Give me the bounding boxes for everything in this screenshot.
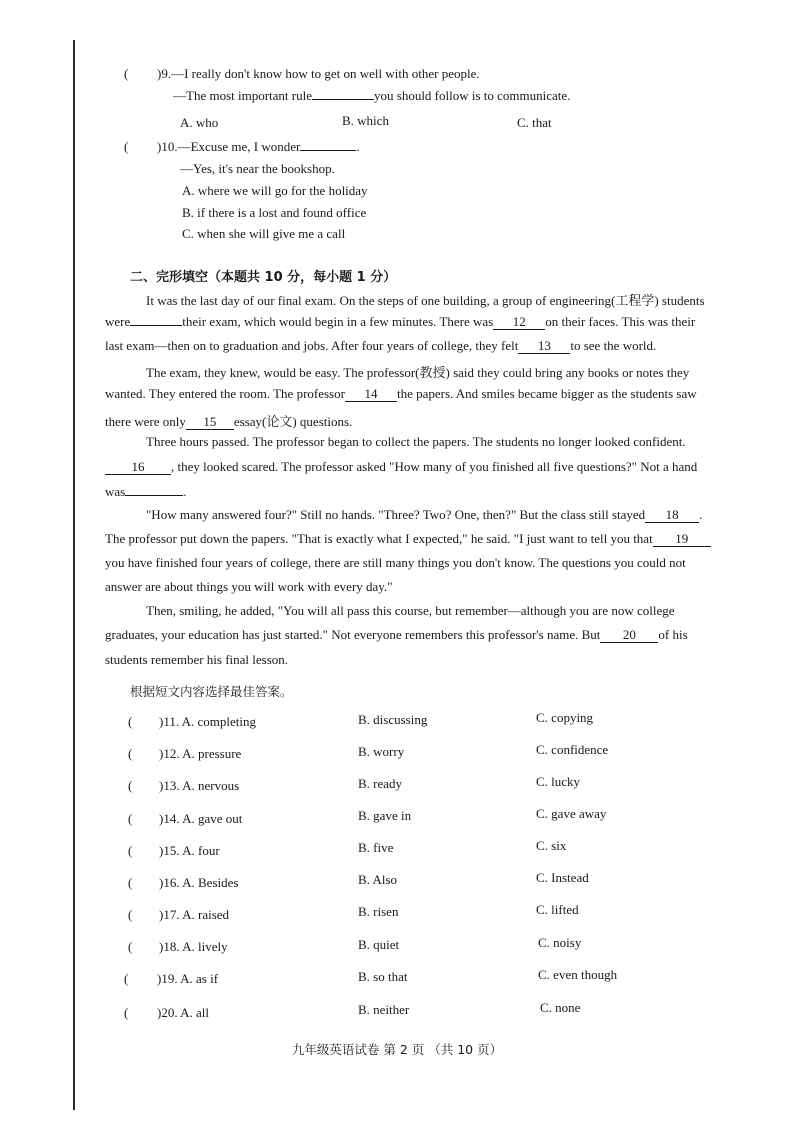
cloze-blank-13: 13: [518, 339, 570, 354]
option-b: B. ready: [358, 776, 403, 791]
section-title: 二、完形填空（本题共 10 分，每小题 1 分）: [130, 270, 397, 285]
option-a: )14. A. gave out: [159, 811, 243, 826]
option-a: )13. A. nervous: [159, 778, 240, 793]
cloze-blank-19: 19: [653, 532, 711, 547]
option-c: C. six: [536, 838, 567, 853]
cloze-blank-20: 20: [600, 628, 658, 643]
answer-paren: (: [128, 907, 133, 922]
option-b: B. neither: [358, 1002, 410, 1017]
passage-line: 16 , they looked scared. The professor asked "How many of you finished all five questions?" Not a hand: [105, 459, 705, 475]
question-number: )9.—I really don't know how to get on well with other people.: [157, 66, 480, 81]
option-c: C. lucky: [536, 774, 581, 789]
option-a: )15. A. four: [159, 843, 220, 858]
answer-paren: (: [124, 971, 129, 986]
option-b: B. risen: [358, 904, 399, 919]
option-a: A. where we will go for the holiday: [182, 183, 368, 198]
passage-line: The exam, they knew, would be easy. The professor(教授) said they could bring any books or notes they: [146, 365, 690, 380]
passage-line: students remember his final lesson.: [105, 652, 289, 667]
passage-line: were their exam, which would begin in a few minutes. There was 12 on their faces. This was their: [105, 314, 696, 329]
answer-paren: (: [128, 843, 133, 858]
answer-paren: (: [128, 939, 133, 954]
cloze-blank-11: [130, 325, 182, 326]
passage-line: last exam—then on to graduation and jobs. After four years of college, they felt 13 to see the world.: [105, 338, 657, 353]
option-b: B. worry: [358, 744, 405, 759]
answer-blank: [300, 150, 356, 151]
option-a: )19. A. as if: [157, 971, 219, 986]
option-c: C. lifted: [536, 902, 579, 917]
answer-paren: (: [124, 139, 129, 154]
cloze-blank-12: 12: [493, 315, 545, 330]
option-c: C. copying: [536, 710, 594, 725]
question-number: )10.—Excuse me, I wonder .: [157, 139, 360, 154]
option-b: B. gave in: [358, 808, 412, 823]
answer-paren: (: [124, 66, 129, 81]
answer-paren: (: [128, 778, 133, 793]
option-a: )20. A. all: [157, 1005, 209, 1020]
option-a: )17. A. raised: [159, 907, 230, 922]
option-b: B. if there is a lost and found office: [182, 205, 367, 220]
option-c: C. when she will give me a call: [182, 226, 346, 241]
passage-line: you have finished four years of college, there are still many things you don't know. The questions you could not: [105, 555, 686, 570]
passage-line: wanted. They entered the room. The professor 14 the papers. And smiles became bigger as the students saw: [105, 386, 697, 401]
option-b: B. five: [358, 840, 394, 855]
option-a: )16. A. Besides: [159, 875, 239, 890]
cloze-blank-17: [125, 495, 183, 496]
option-b: B. discussing: [358, 712, 428, 727]
answer-paren: (: [124, 1005, 129, 1020]
option-a: )12. A. pressure: [159, 746, 242, 761]
passage-line: graduates, your education has just started." Not everyone remembers this professor's name. But 20 of his: [105, 627, 688, 642]
passage-line: Then, smiling, he added, "You will all pass this course, but remember—although you are now college: [146, 603, 675, 618]
cloze-blank-18: 18: [645, 508, 699, 523]
option-a: )11. A. completing: [159, 714, 257, 729]
passage-line: was .: [105, 484, 187, 499]
option-b: B. Also: [358, 872, 398, 887]
answer-blank: [312, 99, 374, 100]
option-a: )18. A. lively: [159, 939, 228, 954]
passage-line: The professor put down the papers. "That is exactly what I expected," he said. "I just want to tell you that 19: [105, 531, 705, 547]
option-c: C. none: [540, 1000, 581, 1015]
cloze-blank-14: 14: [345, 387, 397, 402]
cloze-blank-15: 15: [186, 415, 234, 430]
option-b: B. so that: [358, 969, 408, 984]
cloze-blank-16: 16: [105, 460, 171, 475]
option-b: B. which: [342, 113, 389, 128]
option-c: C. noisy: [538, 935, 582, 950]
answer-paren: (: [128, 811, 133, 826]
option-c: C. confidence: [536, 742, 609, 757]
answer-paren: (: [128, 714, 133, 729]
page-footer: 九年级英语试卷 第 2 页 （共 10 页）: [291, 1042, 503, 1057]
passage-line: Three hours passed. The professor began to collect the papers. The students no longer looked confident.: [146, 434, 686, 449]
option-c: C. even though: [538, 967, 618, 982]
passage-line: there were only 15 essay(论文) questions.: [105, 414, 353, 429]
section-instruction: 根据短文内容选择最佳答案。: [130, 684, 293, 699]
question-line: —Yes, it's near the bookshop.: [180, 161, 335, 176]
option-b: B. quiet: [358, 937, 400, 952]
option-c: C. Instead: [536, 870, 589, 885]
passage-line: answer are about things you will work with every day.": [105, 579, 393, 594]
option-c: C. that: [517, 115, 552, 130]
question-line: —The most important rule you should follow is to communicate.: [173, 88, 571, 103]
option-a: A. who: [180, 115, 219, 130]
passage-line: It was the last day of our final exam. On the steps of one building, a group of engineering(工程学) students: [146, 293, 705, 308]
option-c: C. gave away: [536, 806, 607, 821]
answer-paren: (: [128, 746, 133, 761]
binding-margin-line: [73, 40, 75, 1110]
passage-line: "How many answered four?" Still no hands. "Three? Two? One, then?" But the class still stayed 18 .: [146, 507, 703, 522]
answer-paren: (: [128, 875, 133, 890]
